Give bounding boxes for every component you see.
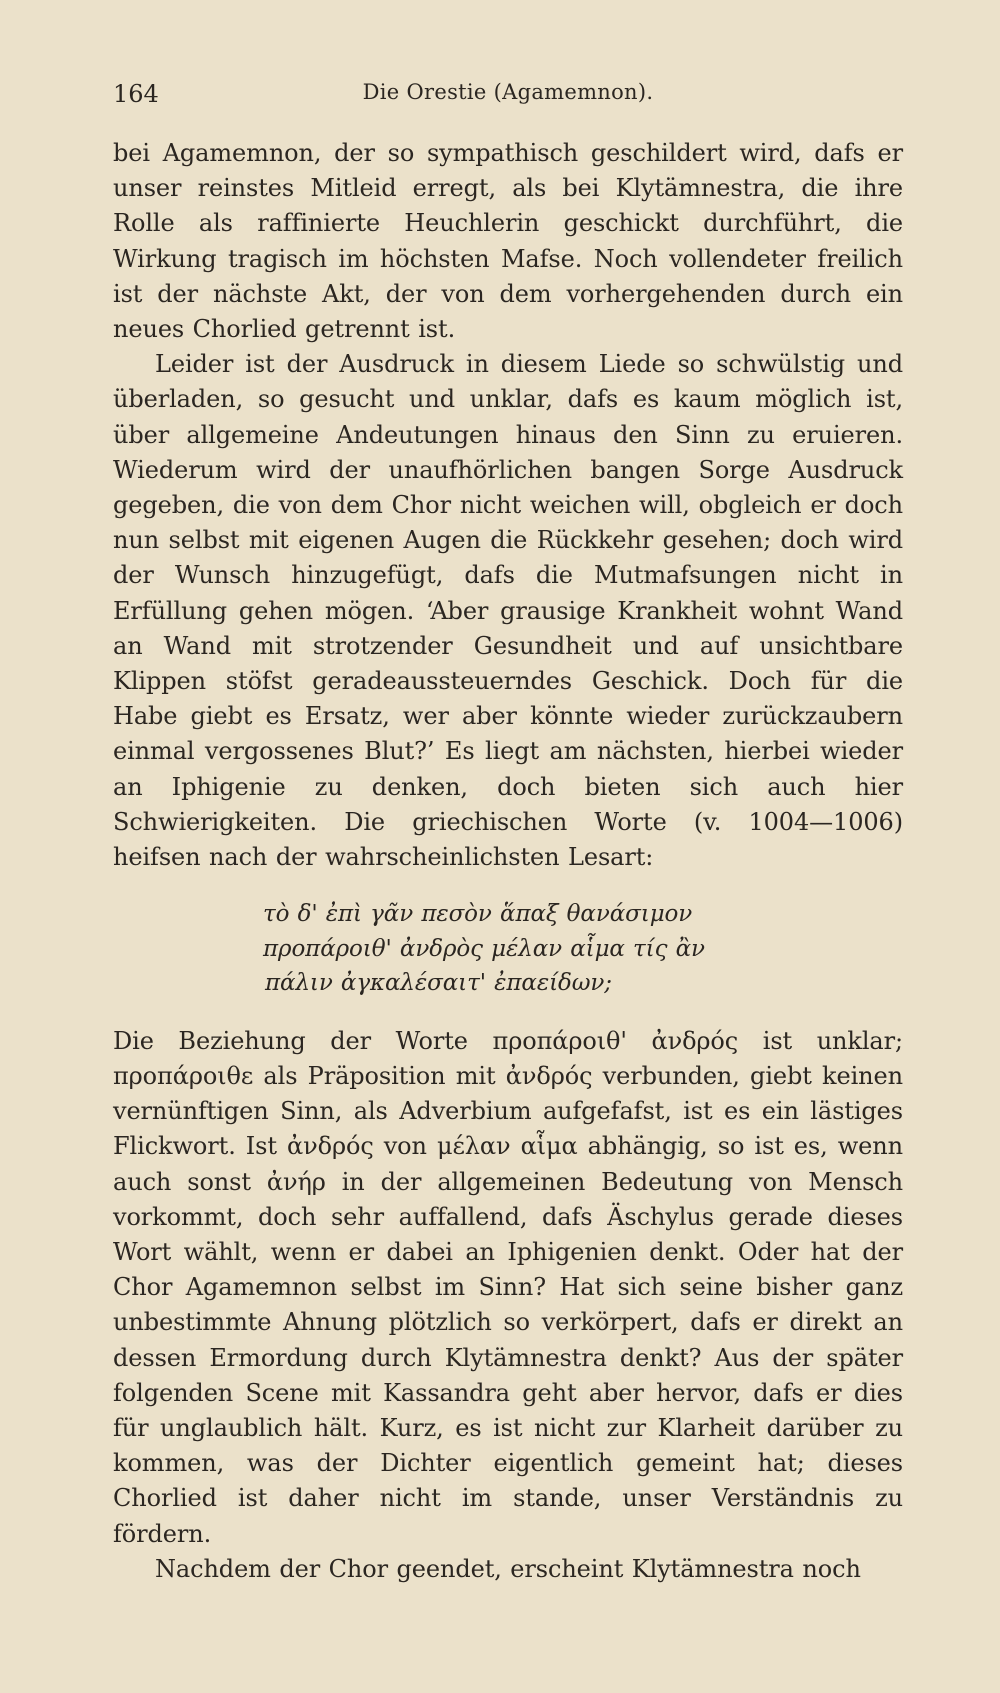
- page-number: 164: [113, 80, 159, 108]
- running-head: [113, 80, 903, 116]
- paragraph-3: Die Beziehung der Worte προπάροιθ' ἀνδρός ist unklar; προπάροιθε als Präposition mit ἀνδρός verbunden, giebt keinen vernünftigen Sinn, als Adverbium aufgefafst, ist es ein lästiges Flickwort. Ist ἀνδρός von μέλαν αἷμα abhängig, so ist es, wenn auch sonst ἀνήρ in der allgemeinen Bedeutung von Mensch vorkommt, doch sehr auffallend, dafs Äschylus gerade dieses Wort wählt, wenn er dabei an Iphigenien denkt. Oder hat der Chor Agamemnon selbst im Sinn? Hat sich seine bisher ganz unbestimmte Ahnung plötzlich so verkörpert, dafs er direkt an dessen Ermordung durch Klytämnestra denkt? Aus der später folgenden Scene mit Kassandra geht aber hervor, dafs er dies für unglaublich hält. Kurz, es ist nicht zur Klarheit darüber zu kommen, was der Dichter eigentlich gemeint hat; dieses Chorlied ist daher nicht im stande, unser Verständnis zu fördern.: [113, 1026, 903, 1548]
- greek-verse-quotation: [113, 897, 903, 1001]
- body-text: [113, 136, 903, 1587]
- verse-line-3: πάλιν ἀγκαλέσαιτ' ἐπαείδων;: [265, 970, 612, 997]
- paragraph-1: bei Agamemnon, der so sympathisch geschildert wird, dafs er unser reinstes Mitleid erregt, als bei Klytämnestra, die ihre Rolle als raffinierte Heuchlerin geschickt durchführt, die Wirkung tragisch im höchsten Mafse. Noch vollendeter freilich ist der nächste Akt, der von dem vorhergehenden durch ein neues Chorlied getrennt ist.: [113, 139, 903, 344]
- verse-line-2: προπάροιθ' ἀνδρὸς μέλαν αἷμα τίς ἂν: [263, 935, 705, 962]
- paragraph-4: Nachdem der Chor geendet, erscheint Klytämnestra noch: [155, 1554, 861, 1583]
- running-title: Die Orestie (Agamemnon).: [362, 80, 654, 104]
- verse-line-1: τὸ δ' ἐπὶ γᾶν πεσὸν ἅπαξ θανάσιμον: [263, 901, 693, 928]
- paragraph-2: Leider ist der Ausdruck in diesem Liede so schwülstig und überladen, so gesucht und unklar, dafs es kaum möglich ist, über allgemeine Andeutungen hinaus den Sinn zu eruieren. Wiederum wird der unaufhörlichen bangen Sorge Ausdruck gegeben, die von dem Chor nicht weichen will, obgleich er doch nun selbst mit eigenen Augen die Rückkehr gesehen; doch wird der Wunsch hinzugefügt, dafs die Mutmafsungen nicht in Erfüllung gehen mögen. ‘Aber grausige Krankheit wohnt Wand an Wand mit strotzender Gesundheit und auf unsichtbare Klippen stöfst geradeaussteuerndes Geschick. Doch für die Habe giebt es Ersatz, wer aber könnte wieder zurückzaubern einmal vergossenes Blut?’ Es liegt am nächsten, hierbei wieder an Iphigenie zu denken, doch bieten sich auch hier Schwierigkeiten. Die griechischen Worte (v. 1004—1006) heifsen nach der wahrscheinlichsten Lesart:: [113, 350, 903, 872]
